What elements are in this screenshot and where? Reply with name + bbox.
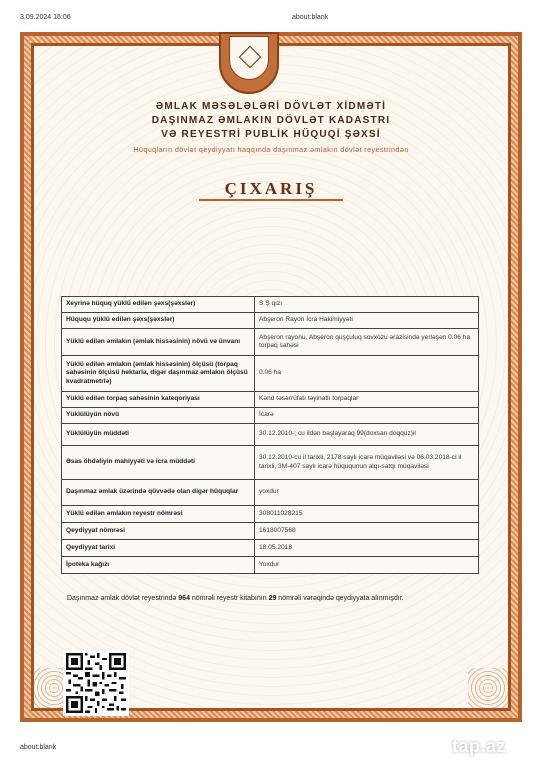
row-label: Hüququ yüklü edilən şəxs(şəxslər) [62, 313, 255, 329]
extract-table [61, 296, 479, 574]
registry-page-number: 29 [268, 595, 277, 602]
row-value: 0.06 ha [255, 356, 479, 392]
row-label: Yüklülüyün müddəti [62, 424, 255, 446]
row-value: yoxdur [255, 480, 479, 506]
row-label: Yüklü edilən torpaq sahəsinin kateqoriyası [62, 392, 255, 408]
corner-ornament-bottom-right [468, 668, 508, 708]
row-value: Abşeron Rayon İcra Hakimiyyəti [255, 313, 479, 329]
state-emblem-icon [219, 32, 279, 94]
watermark: tap.az [452, 736, 507, 756]
row-value: Yoxdur [255, 557, 479, 574]
table-row [62, 329, 479, 356]
row-label: Yüklü edilən əmlakın (əmlak hissəsinin) növü və ünvanı [62, 329, 255, 356]
table-row [62, 297, 479, 313]
row-label: İpoteka kağızı [62, 557, 255, 574]
table-row [62, 540, 479, 557]
document-type: ÇIXARIŞ [224, 179, 318, 198]
row-value: 18.05.2018 [255, 540, 479, 557]
title-line-1: ƏMLAK MƏSƏLƏLƏRİ DÖVLƏT XİDMƏTİ [155, 101, 387, 112]
row-value: S Ş qızı [255, 297, 479, 313]
row-label: Qeydiyyat nömrəsi [62, 523, 255, 540]
qr-code-icon [63, 650, 129, 716]
table-row [62, 523, 479, 540]
row-label: Yüklü edilən əmlakın (əmlak hissəsinin) ölçüsü (torpaq sahəsinin ölçüsü hektarla, digər daşınmaz əmlakın ölçüsü kvadratmetrlə) [62, 356, 255, 392]
table-row [62, 557, 479, 574]
table-row [62, 356, 479, 392]
table-row [62, 506, 479, 523]
registry-note-suffix: nömrəli vərəqində qeydiyyata alınmışdır. [276, 595, 404, 602]
emblem-star-icon [239, 46, 262, 69]
title-subtitle: Hüquqların dövlət qeydiyyatı haqqında daşınmaz əmlakın dövlət reyestrindən [133, 145, 409, 154]
row-value: 30.12.2010-cu il tarixli, 2178 saylı icarə müqaviləsi və 06.03.2018-ci il tarixli, 3M-407 saylı icarə hüququnun alqı-satqı müqaviləsi [255, 446, 479, 480]
registry-book-number: 964 [178, 595, 190, 602]
table-row [62, 313, 479, 329]
row-value: 308011028215 [255, 506, 479, 523]
registry-note [67, 595, 404, 602]
qr-code-graphic [66, 653, 126, 713]
row-label: Xeyrinə hüquq yüklü edilən şəxs(şəxslər) [62, 297, 255, 313]
registry-note-prefix: Daşınmaz əmlak dövlət reyestrində [67, 595, 179, 602]
row-value: İcarə [255, 408, 479, 424]
row-label: Yüklü edilən əmlakın reyestr nömrəsi [62, 506, 255, 523]
registry-note-middle: nömrəli reyestr kitabının [189, 595, 269, 602]
title-line-2: DAŞINMAZ ƏMLAKIN DÖVLƏT KADASTRI [151, 115, 391, 126]
emblem-shield [229, 36, 269, 80]
print-datetime: 3.09.2024 16:06 [20, 14, 71, 21]
row-label: Əsas öhdəliyin mahiyyəti və icra müddəti [62, 446, 255, 480]
table-row [62, 480, 479, 506]
table-row [62, 446, 479, 480]
row-label: Qeydiyyat tarixi [62, 540, 255, 557]
row-value: 30.12.2010-; cu ildən başlayaraq 99(doxsan doqquz)il [255, 424, 479, 446]
title-line-3: VƏ REYESTRİ PUBLİK HÜQUQİ ŞƏXSİ [161, 129, 381, 140]
table-row [62, 424, 479, 446]
row-label: Daşınmaz əmlak üzərində qüvvədə olan digər hüquqlar [62, 480, 255, 506]
document-type-underline [199, 199, 343, 201]
row-label: Yüklülüyün növü [62, 408, 255, 424]
table-row [62, 408, 479, 424]
print-url: about:blank [292, 14, 329, 21]
print-footer-url: about:blank [20, 744, 57, 751]
row-value: 1618007568 [255, 523, 479, 540]
table-row [62, 392, 479, 408]
row-value: Kənd təsərrüfatı təyinatlı torpaqlar [255, 392, 479, 408]
row-value: Abşeron rayonu, Abşeron quşçuluq sovxozu ərazisində yerləşən 0.06 ha torpaq sahəsi [255, 329, 479, 356]
